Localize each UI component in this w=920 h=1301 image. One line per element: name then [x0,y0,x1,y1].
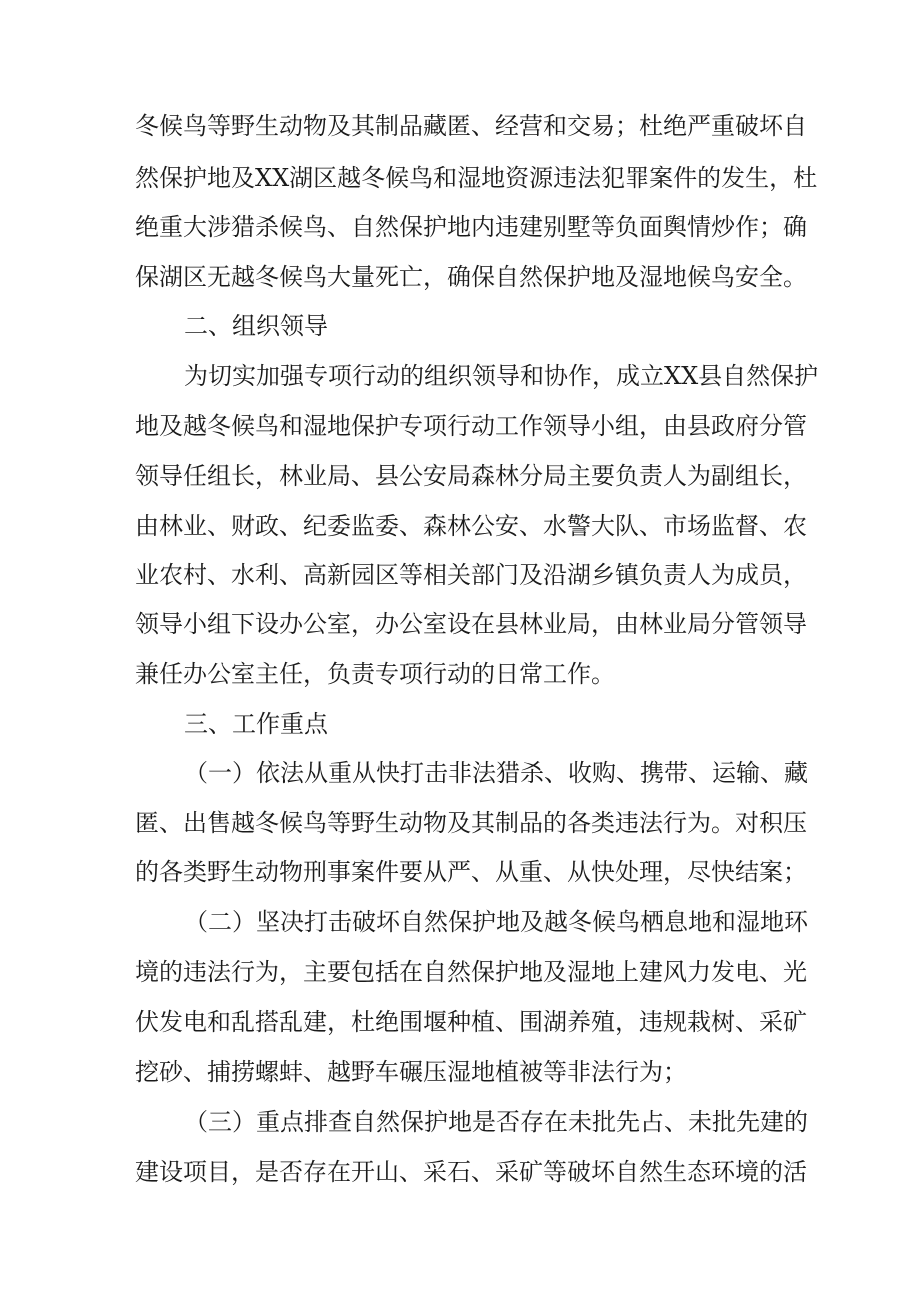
paragraph-line: （三）重点排查自然保护地是否存在未批先占、未批先建的 [184,1108,808,1136]
paragraph-line: 兼任办公室主任，负责专项行动的日常工作。 [135,660,615,688]
paragraph-line: （二）坚决打击破坏自然保护地及越冬候鸟栖息地和湿地环 [184,908,808,936]
paragraph-line: 建设项目，是否存在开山、采石、采矿等破坏自然生态环境的活 [135,1158,807,1186]
paragraph-line: 伏发电和乱搭乱建，杜绝围堰种植、围湖养殖，违规栽树、采矿 [135,1008,807,1036]
paragraph-line: 保湖区无越冬候鸟大量死亡，确保自然保护地及湿地候鸟安全。 [135,263,807,291]
paragraph-line: 地及越冬候鸟和湿地保护专项行动工作领导小组，由县政府分管 [135,412,807,440]
paragraph-line: （一）依法从重从快打击非法猎杀、收购、携带、运输、藏 [184,759,808,787]
paragraph-line: 冬候鸟等野生动物及其制品藏匿、经营和交易；杜绝严重破坏自 [135,112,807,140]
paragraph-line: 业农村、水利、高新园区等相关部门及沿湖乡镇负责人为成员， [135,561,807,589]
section-heading-organization: 二、组织领导 [184,312,328,340]
paragraph-line: 挖砂、捕捞螺蚌、越野车碾压湿地植被等非法行为； [135,1058,687,1086]
paragraph-line: 境的违法行为，主要包括在自然保护地及湿地上建风力发电、光 [135,958,807,986]
paragraph-line: 为切实加强专项行动的组织领导和协作，成立XX县自然保护 [184,362,819,390]
section-heading-work-focus: 三、工作重点 [184,710,328,738]
paragraph-line: 领导任组长，林业局、县公安局森林分局主要负责人为副组长， [135,462,807,490]
paragraph-line: 领导小组下设办公室，办公室设在县林业局，由林业局分管领导 [135,610,807,638]
paragraph-line: 由林业、财政、纪委监委、森林公安、水警大队、市场监督、农 [135,512,807,540]
paragraph-line: 绝重大涉猎杀候鸟、自然保护地内违建别墅等负面舆情炒作；确 [135,213,807,241]
paragraph-line: 的各类野生动物刑事案件要从严、从重、从快处理，尽快结案； [135,858,807,886]
paragraph-line: 然保护地及XX湖区越冬候鸟和湿地资源违法犯罪案件的发生，杜 [135,164,818,192]
paragraph-line: 匿、出售越冬候鸟等野生动物及其制品的各类违法行为。对积压 [135,809,807,837]
